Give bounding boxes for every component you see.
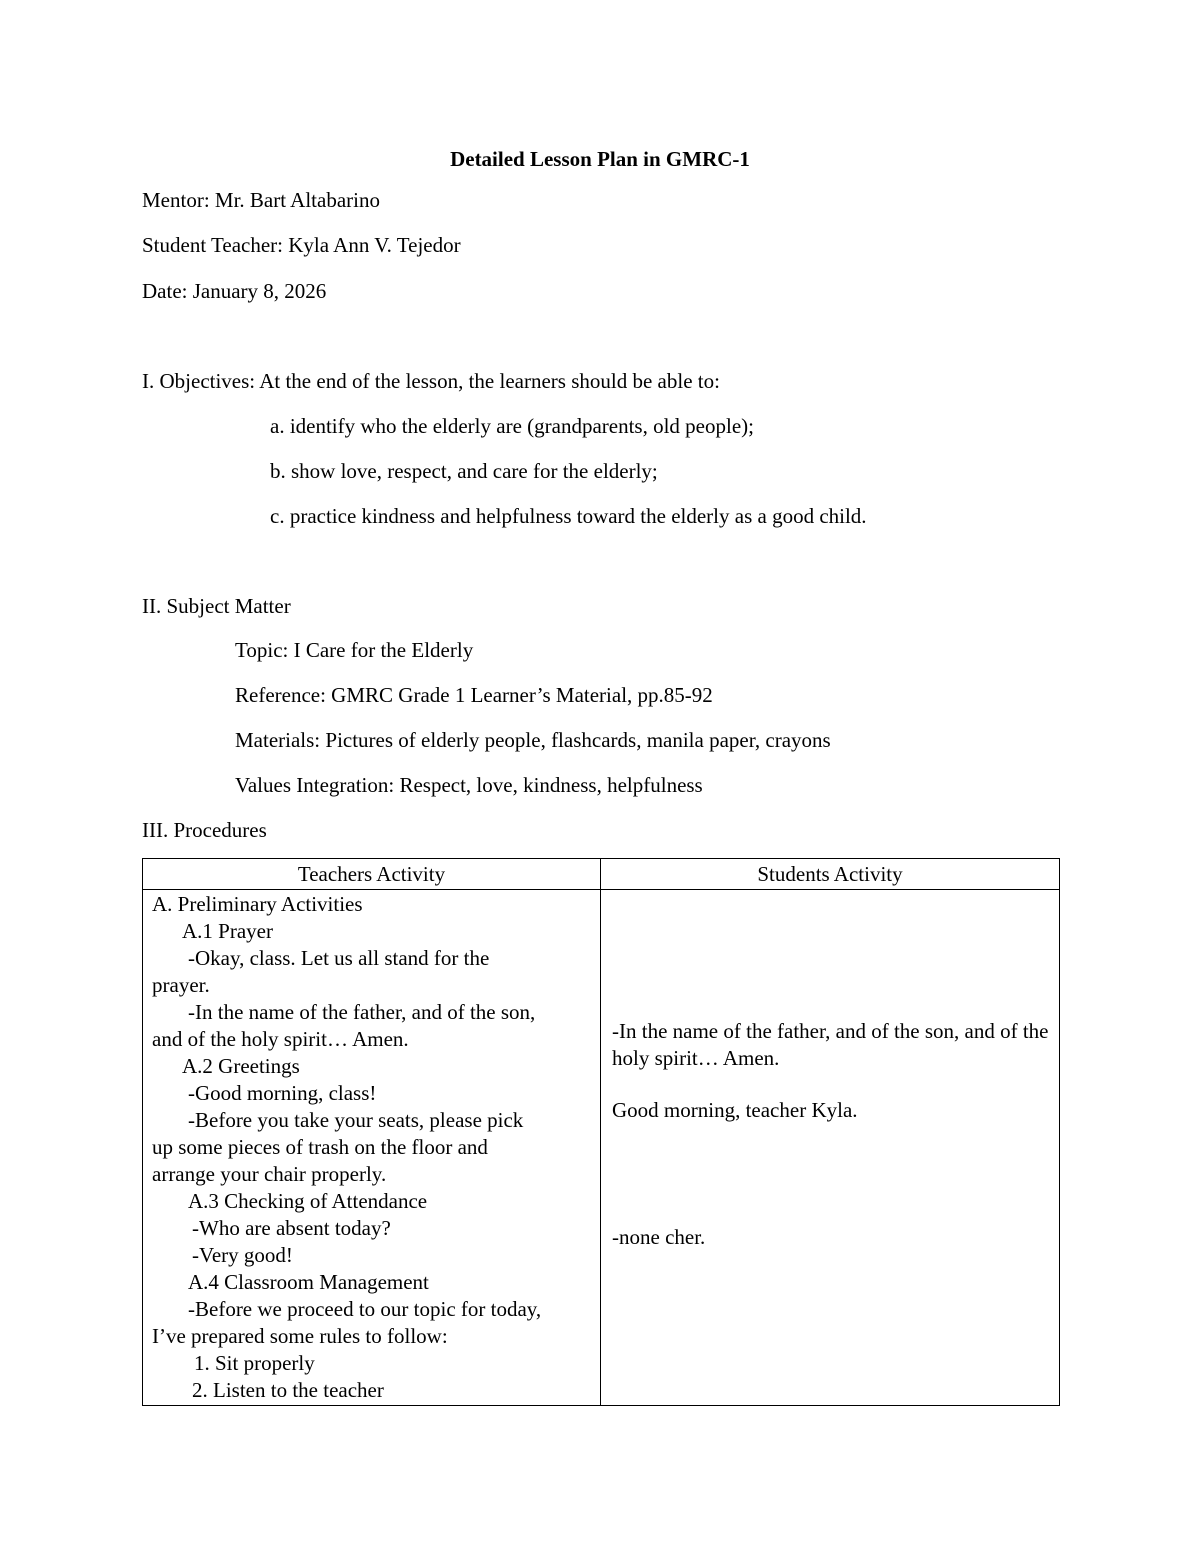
table-header-row — [143, 859, 1060, 890]
teacher-line: -In the name of the father, and of the son, — [188, 1000, 536, 1024]
teacher-line: prayer. — [152, 973, 210, 997]
date-line: Date: January 8, 2026 — [142, 279, 327, 303]
teacher-line: -Very good! — [192, 1243, 293, 1267]
teacher-line: -Good morning, class! — [188, 1081, 377, 1105]
subject-matter-heading: II. Subject Matter — [142, 594, 291, 618]
mentor-line: Mentor: Mr. Bart Altabarino — [142, 188, 380, 212]
objective-item-c: c. practice kindness and helpfulness toward the elderly as a good child. — [270, 504, 867, 528]
teacher-line: up some pieces of trash on the floor and — [152, 1135, 488, 1159]
teacher-line: arrange your chair properly. — [152, 1162, 387, 1186]
reference-line: Reference: GMRC Grade 1 Learner’s Material, pp.85-92 — [235, 683, 713, 707]
teachers-activity-header: Teachers Activity — [143, 859, 601, 890]
teacher-line: -Before you take your seats, please pick — [188, 1108, 524, 1132]
subsection-greetings: A.2 Greetings — [182, 1054, 300, 1078]
teacher-line: -Who are absent today? — [192, 1216, 391, 1240]
page-title: Detailed Lesson Plan in GMRC-1 — [450, 147, 750, 171]
materials-line: Materials: Pictures of elderly people, flashcards, manila paper, crayons — [235, 728, 831, 752]
values-line: Values Integration: Respect, love, kindness, helpfulness — [235, 773, 703, 797]
student-teacher-line: Student Teacher: Kyla Ann V. Tejedor — [142, 233, 461, 257]
teacher-line: -Okay, class. Let us all stand for the — [188, 946, 490, 970]
objective-item-a: a. identify who the elderly are (grandparents, old people); — [270, 414, 754, 438]
student-response-prayer: -In the name of the father, and of the son, and of the holy spirit… Amen. — [612, 1019, 1049, 1070]
subsection-classroom-management: A.4 Classroom Management — [188, 1270, 429, 1294]
teacher-line: and of the holy spirit… Amen. — [152, 1027, 409, 1051]
student-response-greeting: Good morning, teacher Kyla. — [612, 1098, 858, 1122]
teacher-line: I’ve prepared some rules to follow: — [152, 1324, 448, 1348]
student-response-attendance: -none cher. — [612, 1225, 706, 1249]
procedures-table — [142, 858, 1060, 1406]
teacher-activity-cell — [143, 890, 601, 1406]
objectives-heading: I. Objectives: At the end of the lesson, the learners should be able to: — [142, 369, 720, 393]
table-row — [143, 890, 1060, 1406]
topic-line: Topic: I Care for the Elderly — [235, 638, 474, 662]
objective-item-b: b. show love, respect, and care for the elderly; — [270, 459, 658, 483]
students-activity-header: Students Activity — [601, 859, 1060, 890]
rule-item: 2. Listen to the teacher — [192, 1378, 384, 1402]
teacher-line: -Before we proceed to our topic for today, — [188, 1297, 542, 1321]
student-activity-cell — [601, 890, 1060, 1406]
subsection-attendance: A.3 Checking of Attendance — [188, 1189, 428, 1213]
rule-item: 1. Sit properly — [194, 1351, 315, 1375]
section-preliminary: A. Preliminary Activities — [152, 892, 363, 916]
subsection-prayer: A.1 Prayer — [182, 919, 273, 943]
procedures-heading: III. Procedures — [142, 818, 267, 842]
